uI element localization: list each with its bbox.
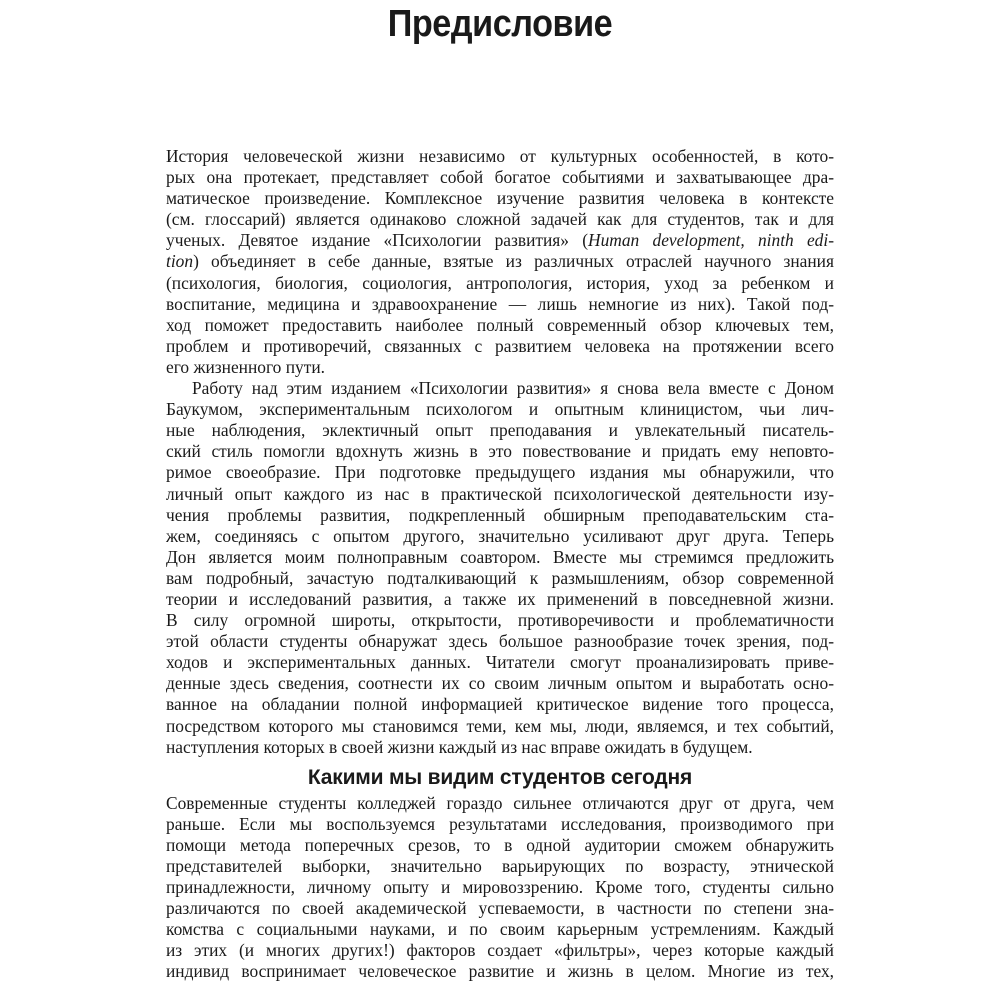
text-line: матическое произведение. Комплексное изучение развития человека в контексте: [166, 188, 834, 209]
text-line: раньше. Если мы воспользуемся результатами исследования, производимого при: [166, 813, 834, 834]
text-line: вам подробный, зачастую подталкивающий к размышлениям, обзор современной: [166, 567, 834, 588]
text-line: принадлежности, личному опыту и мировоззрению. Кроме того, студенты сильно: [166, 877, 834, 898]
text-line: (психология, биология, социология, антропология, история, уход за ребенком и: [166, 272, 834, 293]
document-body: [166, 146, 834, 983]
text-line: проблем и противоречий, связанных с развитием человека на протяжении всего: [166, 335, 834, 356]
text-line: рых она протекает, представляет собой богатое событиями и захватывающее дра-: [166, 167, 834, 188]
text-line: В силу огромной широты, открытости, противоречивости и проблематичности: [166, 610, 834, 631]
text-line: Современные студенты колледжей гораздо сильнее отличаются друг от друга, чем: [166, 792, 834, 813]
text-line: ходов и экспериментальных данных. Читатели смогут проанализировать приве-: [166, 652, 834, 673]
text-line: ский стиль помогли вдохнуть жизнь в это повествование и придать ему неповто-: [166, 441, 834, 462]
paragraph-1: [166, 146, 834, 378]
text-line: индивид воспринимает человеческое развитие и жизнь в целом. Многие из тех,: [166, 961, 834, 982]
text-line: денные здесь сведения, соотнести их со своим личным опытом и выработать осно-: [166, 673, 834, 694]
text-line: из этих (и многих других!) факторов создает «фильтры», через которые каждый: [166, 940, 834, 961]
text-line: комства с социальными науками, и по своим карьерным устремлениям. Каждый: [166, 919, 834, 940]
book-title-italic: tion: [166, 251, 194, 272]
text-line: ные наблюдения, эклектичный опыт преподавания и увлекательный писатель-: [166, 420, 834, 441]
text-line: Дон является моим полноправным соавтором. Вместе мы стремимся предложить: [166, 546, 834, 567]
text-line: История человеческой жизни независимо от культурных особенностей, в кото-: [166, 146, 834, 166]
book-title-italic: Human development, ninth edi-: [588, 230, 834, 251]
text-line: ученых. Девятое издание «Психологии развития» (Human development, ninth edi-: [166, 230, 834, 251]
text-line: теории и исследований развития, а также их применений в повседневной жизни.: [166, 588, 834, 609]
text-line: чения проблемы развития, подкрепленный обширным преподавательским ста-: [166, 504, 834, 525]
text-line: (см. глоссарий) является одинаково сложной задачей как для студентов, так и для: [166, 209, 834, 230]
text-line: Работу над этим изданием «Психологии развития» я снова вела вместе с Доном: [192, 378, 834, 399]
text-line: различаются по своей академической успеваемости, в частности по степени зна-: [166, 898, 834, 919]
text-line: римое своеобразие. При подготовке предыдущего издания мы обнаружили, что: [166, 462, 834, 483]
text-line: Баукумом, экспериментальным психологом и опытным клиницистом, чьи лич-: [166, 399, 834, 420]
text-line: tion) объединяет в себе данные, взятые из различных отраслей научного знания: [166, 251, 834, 272]
paragraph-2: [166, 378, 834, 758]
text-line: ванное на обладании полной информацией критическое видение того процесса,: [166, 694, 834, 715]
text-line: этой области студенты обнаружат здесь большое разнообразие точек зрения, под-: [166, 631, 834, 652]
text-line: помощи метода поперечных срезов, то в одной аудитории сможем обнаружить: [166, 834, 834, 855]
text-line: посредством которого мы становимся теми, кем мы, люди, являемся, и тех событий,: [166, 715, 834, 736]
text-line: воспитание, медицина и здравоохранение — лишь немногие из них). Такой под-: [166, 293, 834, 314]
text-line: представителей выборки, значительно варьирующих по возрасту, этнической: [166, 856, 834, 876]
text-line: личный опыт каждого из нас в практической психологической деятельности изу-: [166, 483, 834, 504]
section-heading: Какими мы видим студентов сегодня: [307, 765, 693, 789]
text-line: наступления которых в своей жизни каждый из нас вправе ожидать в будущем.: [166, 736, 753, 757]
text-line: ход поможет предоставить наиболее полный современный обзор ключевых тем,: [166, 314, 834, 335]
text-line: его жизненного пути.: [166, 356, 325, 377]
paragraph-3: [166, 793, 834, 983]
text-line: жем, соединяясь с опытом другого, значительно усиливают друг друга. Теперь: [166, 525, 834, 546]
page-title: Предисловие: [387, 3, 613, 45]
